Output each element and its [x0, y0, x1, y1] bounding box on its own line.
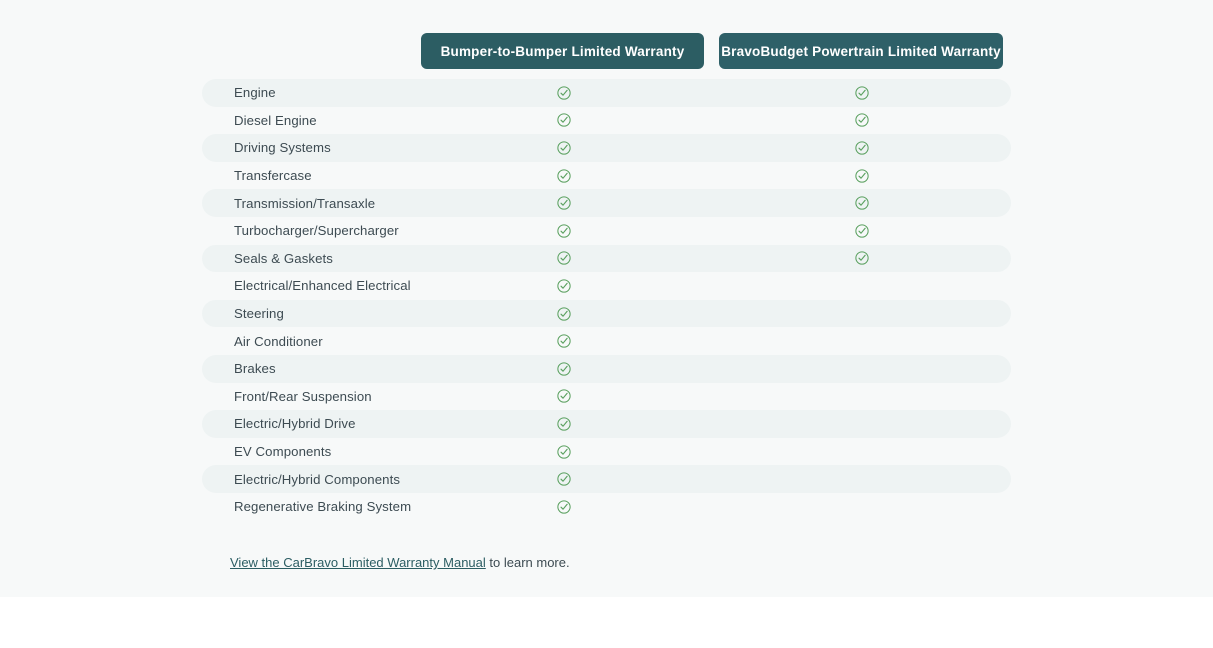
- table-row: [202, 465, 1011, 493]
- check-circle-icon: [855, 169, 869, 183]
- check-circle-icon: [557, 362, 571, 376]
- coverage-item-label: Transmission/Transaxle: [234, 195, 376, 211]
- footnote-tail: to learn more.: [485, 555, 570, 570]
- coverage-item-label: EV Components: [234, 444, 332, 460]
- coverage-item-label: Electric/Hybrid Components: [234, 471, 401, 487]
- check-circle-icon: [557, 472, 571, 486]
- coverage-item-label: Air Conditioner: [234, 333, 323, 349]
- coverage-item-label: Driving Systems: [234, 140, 331, 156]
- check-circle-icon: [855, 113, 869, 127]
- table-row: [202, 300, 1011, 328]
- coverage-item-label: Brakes: [234, 361, 276, 377]
- table-row: [202, 134, 1011, 162]
- table-row: [202, 272, 1011, 300]
- check-circle-icon: [855, 224, 869, 238]
- check-circle-icon: [557, 334, 571, 348]
- check-circle-icon: [557, 500, 571, 514]
- coverage-item-label: Diesel Engine: [234, 112, 317, 128]
- column-headers: [0, 33, 1213, 69]
- table-row: [202, 162, 1011, 190]
- check-circle-icon: [557, 169, 571, 183]
- table-row: [202, 355, 1011, 383]
- table-row: [202, 189, 1011, 217]
- table-row: [202, 107, 1011, 135]
- coverage-item-label: Seals & Gaskets: [234, 250, 333, 266]
- table-row: [202, 438, 1011, 466]
- table-row: [202, 245, 1011, 273]
- check-circle-icon: [557, 445, 571, 459]
- check-circle-icon: [557, 279, 571, 293]
- table-row: [202, 327, 1011, 355]
- check-circle-icon: [557, 389, 571, 403]
- footnote: [230, 555, 570, 570]
- check-circle-icon: [557, 113, 571, 127]
- coverage-table: [202, 79, 1011, 521]
- check-circle-icon: [855, 141, 869, 155]
- coverage-item-label: Steering: [234, 306, 284, 322]
- check-circle-icon: [557, 86, 571, 100]
- column-header-bumper-to-bumper[interactable]: Bumper-to-Bumper Limited Warranty: [421, 33, 704, 69]
- check-circle-icon: [855, 86, 869, 100]
- table-row: [202, 493, 1011, 521]
- check-circle-icon: [557, 307, 571, 321]
- table-row: [202, 410, 1011, 438]
- page-bottom-strip: [0, 597, 1213, 648]
- coverage-item-label: Electrical/Enhanced Electrical: [234, 278, 411, 294]
- check-circle-icon: [557, 224, 571, 238]
- table-row: [202, 383, 1011, 411]
- coverage-item-label: Engine: [234, 85, 276, 101]
- check-circle-icon: [557, 141, 571, 155]
- table-row: [202, 217, 1011, 245]
- warranty-manual-link[interactable]: View the CarBravo Limited Warranty Manual: [230, 555, 486, 570]
- coverage-item-label: Electric/Hybrid Drive: [234, 416, 356, 432]
- coverage-item-label: Front/Rear Suspension: [234, 388, 372, 404]
- check-circle-icon: [557, 251, 571, 265]
- coverage-item-label: Regenerative Braking System: [234, 499, 412, 515]
- check-circle-icon: [557, 196, 571, 210]
- check-circle-icon: [855, 196, 869, 210]
- table-row: [202, 79, 1011, 107]
- coverage-item-label: Turbocharger/Supercharger: [234, 223, 399, 239]
- coverage-item-label: Transfercase: [234, 168, 312, 184]
- check-circle-icon: [557, 417, 571, 431]
- check-circle-icon: [855, 251, 869, 265]
- column-header-powertrain[interactable]: BravoBudget Powertrain Limited Warranty: [719, 33, 1003, 69]
